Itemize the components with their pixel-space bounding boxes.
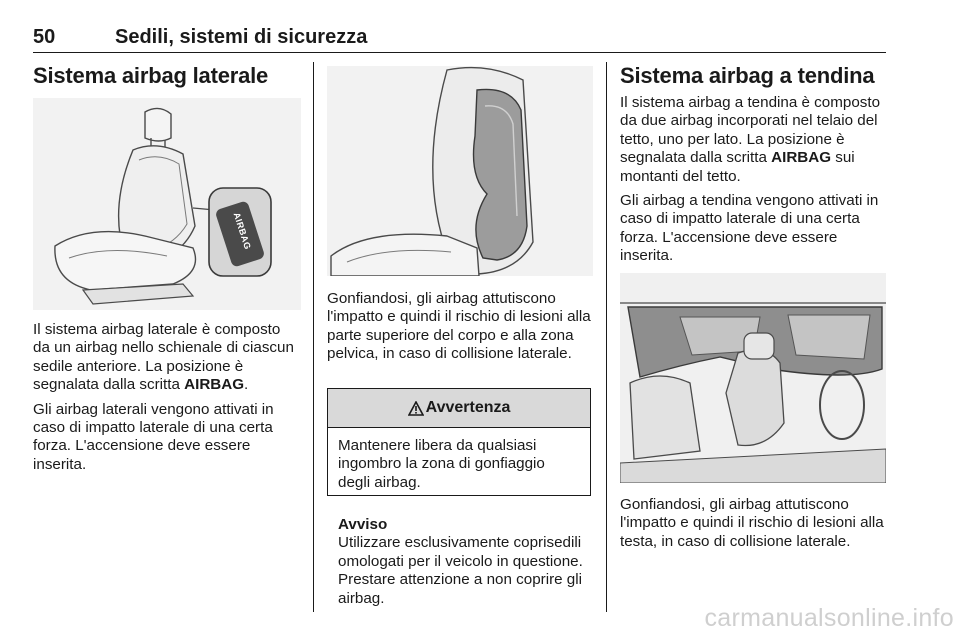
column-curtain-airbag bbox=[620, 62, 888, 266]
note-block bbox=[338, 516, 594, 608]
note-text: Utilizzare esclusivamente coprisedili omologati per il veicolo in questione. Prestare attenzione a non coprire gli airbag. bbox=[338, 534, 583, 607]
figure-side-airbag-seat bbox=[33, 98, 301, 310]
curtain-airbag-paragraph-3: Gonfiandosi, gli airbag attutiscono l'impatto e quindi il rischio di lesioni alla testa, in caso di collisione laterale. bbox=[620, 496, 884, 550]
column-divider-left bbox=[313, 62, 314, 612]
section-title: Sedili, sistemi di sicurezza bbox=[115, 26, 368, 48]
curtain-airbag-illustration bbox=[620, 273, 886, 483]
inflated-airbag-illustration bbox=[327, 66, 593, 276]
heading-side-airbag: Sistema airbag laterale bbox=[33, 63, 269, 88]
seat-illustration bbox=[33, 98, 301, 310]
column-divider-right bbox=[606, 62, 607, 612]
watermark: carmanualsonline.info bbox=[704, 604, 954, 632]
figure-curtain-airbag bbox=[620, 273, 886, 483]
airbag-label-graphic: AIRBAG bbox=[231, 211, 253, 251]
figure-side-airbag-inflated bbox=[327, 66, 593, 276]
side-airbag-text bbox=[33, 321, 301, 474]
curtain-airbag-paragraph-1: Il sistema airbag a tendina è composto da due airbag incorporati nel telaio del tetto, uno per lato. La posizione è segnalata dalla scritta AIRBAG sui montanti del tetto. bbox=[620, 94, 881, 185]
warning-icon bbox=[408, 401, 424, 416]
warning-text: Mantenere libera da qualsiasi ingombro la zona di gonfiaggio degli airbag. bbox=[338, 437, 545, 491]
heading-curtain-airbag: Sistema airbag a tendina bbox=[620, 63, 875, 88]
side-airbag-paragraph-2: Gli airbag laterali vengono attivati in caso di impatto laterale di una certa forza. L'accensione deve essere inserita. bbox=[33, 400, 274, 473]
curtain-airbag-paragraph-2: Gli airbag a tendina vengono attivati in caso di impatto laterale di una certa forza. L'accensione deve essere inserita. bbox=[620, 192, 879, 265]
page-header bbox=[33, 26, 886, 53]
column-side-airbag bbox=[33, 62, 301, 90]
side-airbag-paragraph-3: Gonfiandosi, gli airbag attutiscono l'impatto e quindi il rischio di lesioni alla parte superiore del corpo e alla zona pelvica, in caso di collisione laterale. bbox=[327, 290, 591, 363]
page-number: 50 bbox=[33, 26, 56, 48]
warning-box bbox=[327, 388, 591, 496]
warning-header bbox=[328, 389, 590, 428]
curtain-airbag-continued bbox=[620, 496, 888, 551]
warning-title: Avvertenza bbox=[425, 399, 511, 416]
side-airbag-paragraph-1: Il sistema airbag laterale è composto da un airbag nello schienale di ciascun sedile anteriore. La posizione è segnalata dalla scritta AIRBAG. bbox=[33, 321, 294, 394]
note-title: Avviso bbox=[338, 516, 388, 533]
side-airbag-continued bbox=[327, 290, 593, 364]
